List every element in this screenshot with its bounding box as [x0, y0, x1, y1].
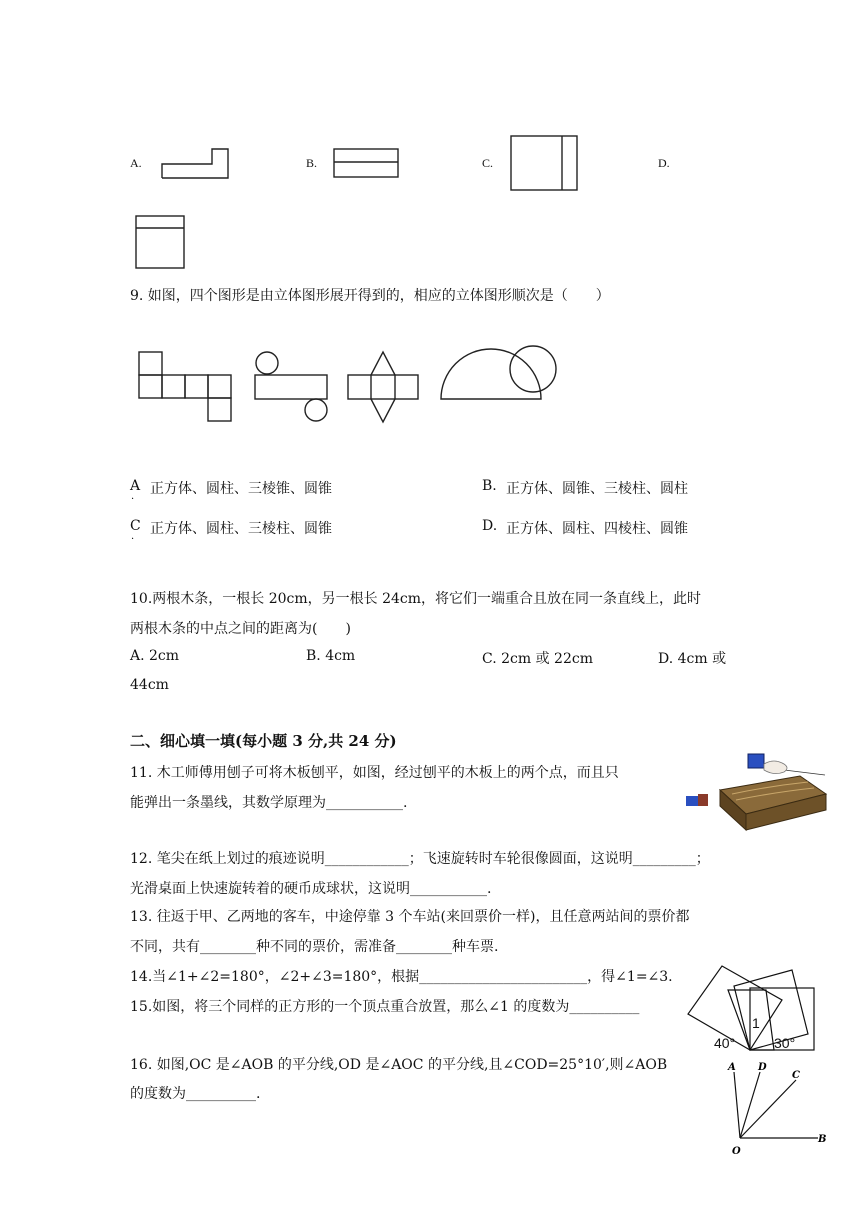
- q15-label-1: 1: [752, 1015, 760, 1031]
- q9-option-b-label: B.: [482, 478, 497, 494]
- q9-option-a-text: 正方体、圆柱、三棱锥、圆锥: [150, 481, 332, 497]
- q10-option-d: D. 4cm 或: [658, 651, 727, 667]
- q13-line1: 13. 往返于甲、乙两地的客车，中途停靠 3 个车站(来回票价一样)，且任意两站间的票价都: [130, 909, 690, 925]
- section-2-heading: 二、细心填一填(每小题 3 分,共 24 分): [130, 732, 397, 750]
- q10-option-a: A. 2cm: [130, 648, 180, 664]
- q9-option-d-label: D.: [482, 518, 498, 534]
- q9-option-c-dot: ·: [131, 534, 135, 545]
- q10-line2: 两根木条的中点之间的距离为( ): [130, 621, 351, 637]
- q16-label-o: O: [732, 1146, 741, 1156]
- q16-line1: 16. 如图,OC 是∠AOB 的平分线,OD 是∠AOC 的平分线,且∠COD=25°10′,则∠AOB: [130, 1057, 668, 1073]
- q8-option-a-label: A.: [130, 156, 142, 170]
- q9-option-c-text: 正方体、圆柱、三棱柱、圆锥: [150, 521, 332, 537]
- q16-label-b: B: [818, 1134, 827, 1145]
- q9-net-figures: [135, 345, 575, 430]
- q16-label-d: D: [758, 1062, 767, 1073]
- q8-option-c-label: C.: [482, 156, 494, 170]
- q16-angle-figure: [722, 1058, 832, 1156]
- q16-label-c: C: [792, 1070, 800, 1081]
- q9-option-a-dot: ·: [131, 494, 135, 505]
- q11-line1: 11. 木工师傅用刨子可将木板刨平，如图，经过刨平的木板上的两个点，而且只: [130, 765, 619, 781]
- q15-squares-figure: [682, 962, 820, 1058]
- q9-option-d-text: 正方体、圆柱、四棱柱、圆锥: [506, 521, 688, 537]
- q10-option-d-continued: 44cm: [130, 677, 169, 693]
- q9-option-c-label: C: [130, 518, 141, 534]
- q10-option-b: B. 4cm: [306, 648, 356, 664]
- q12-line2: 光滑桌面上快速旋转着的硬币成球状，这说明___________.: [130, 881, 492, 897]
- q15-label-40: 40°: [714, 1035, 736, 1051]
- q9-option-b-text: 正方体、圆锥、三棱柱、圆柱: [506, 481, 688, 497]
- q14-line1: 14.当∠1+∠2=180°，∠2+∠3=180°，根据________________________，得∠1=∠3.: [130, 969, 673, 985]
- q8-option-b-figure: [332, 146, 402, 182]
- q15-label-30: 30°: [774, 1035, 796, 1051]
- q9-stem: 9. 如图，四个图形是由立体图形展开得到的，相应的立体图形顺次是（ ）: [130, 288, 610, 304]
- q11-woodworking-picture: [680, 750, 830, 834]
- q10-line1: 10.两根木条，一根长 20cm，另一根长 24cm，将它们一端重合且放在同一条直线上，此时: [130, 591, 702, 607]
- q12-line1: 12. 笔尖在纸上划过的痕迹说明____________；飞速旋转时车轮很像圆面，这说明_________；: [130, 851, 710, 867]
- q11-line2: 能弹出一条墨线，其数学原理为___________.: [130, 795, 408, 811]
- q9-option-a-label: A: [130, 478, 141, 494]
- q15-line1: 15.如图，将三个同样的正方形的一个顶点重合放置，那么∠1 的度数为__________: [130, 999, 640, 1015]
- q16-line2: 的度数为__________.: [130, 1086, 261, 1102]
- q10-option-c: C. 2cm 或 22cm: [482, 651, 593, 667]
- q13-line2: 不同，共有________种不同的票价，需准备________种车票.: [130, 939, 499, 955]
- q8-option-b-label: B.: [306, 156, 318, 170]
- q8-option-d-figure: [133, 213, 187, 271]
- q8-option-d-label: D.: [658, 156, 670, 170]
- q8-option-a-figure: [160, 146, 232, 182]
- q16-label-a: A: [728, 1062, 736, 1073]
- q8-option-c-figure: [508, 133, 580, 193]
